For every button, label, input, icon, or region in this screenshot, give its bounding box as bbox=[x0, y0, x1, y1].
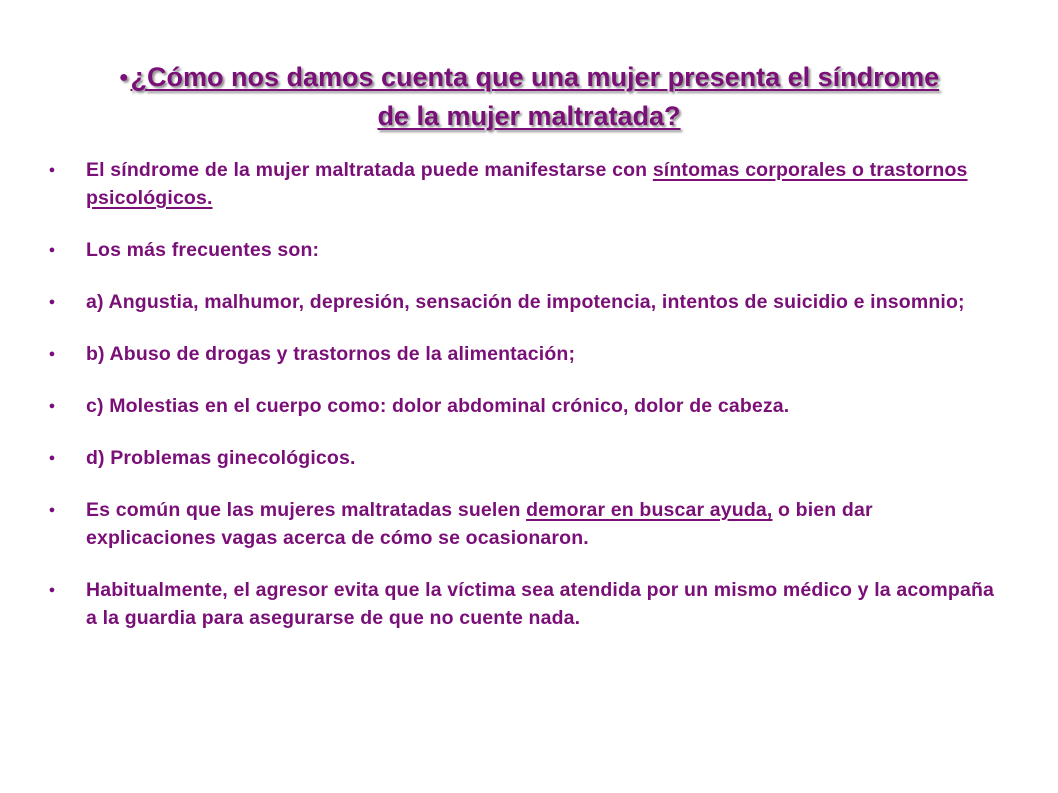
bullet-icon: ● bbox=[48, 164, 56, 176]
list-item bbox=[46, 576, 1006, 632]
item-text: b) Abuso de drogas y trastornos de la alimentación; bbox=[86, 343, 576, 365]
item-text: El síndrome de la mujer maltratada puede manifestarse con bbox=[86, 159, 653, 181]
slide-title bbox=[100, 58, 958, 135]
bullet-icon: ● bbox=[48, 244, 56, 256]
bullet-icon: ● bbox=[48, 296, 56, 308]
list-item bbox=[46, 288, 1006, 316]
bullet-icon: ● bbox=[48, 452, 56, 464]
list-item bbox=[46, 156, 1006, 212]
list-item bbox=[46, 444, 1006, 472]
item-underlined-text: demorar en buscar ayuda, bbox=[526, 499, 773, 521]
item-text: d) Problemas ginecológicos. bbox=[86, 447, 356, 469]
item-underlined-text: síntomas corporales o trastornos psicológicos. bbox=[86, 159, 968, 209]
list-item bbox=[46, 340, 1006, 368]
item-text-after: o bien dar explicaciones vagas acerca de cómo se ocasionaron. bbox=[86, 499, 873, 549]
item-text: Es común que las mujeres maltratadas suelen bbox=[86, 499, 527, 521]
list-item bbox=[46, 236, 1006, 264]
bullet-icon: ● bbox=[48, 348, 56, 360]
item-text: c) Molestias en el cuerpo como: dolor abdominal crónico, dolor de cabeza. bbox=[86, 395, 790, 417]
item-text: Habitualmente, el agresor evita que la víctima sea atendida por un mismo médico y la acompaña a la guardia para asegurarse de que no cuente nada. bbox=[86, 579, 994, 629]
bullet-icon: ● bbox=[48, 400, 56, 412]
list-item bbox=[46, 496, 1006, 552]
slide-title-text: ¿Cómo nos damos cuenta que una mujer presenta el síndrome de la mujer maltratada? bbox=[130, 62, 940, 131]
title-bullet-icon: ● bbox=[118, 69, 129, 86]
bullet-list bbox=[46, 156, 1006, 656]
bullet-icon: ● bbox=[48, 504, 56, 516]
item-text: Los más frecuentes son: bbox=[86, 239, 320, 261]
item-text: a) Angustia, malhumor, depresión, sensación de impotencia, intentos de suicidio e insomnio; bbox=[86, 291, 965, 313]
list-item bbox=[46, 392, 1006, 420]
bullet-icon: ● bbox=[48, 584, 56, 596]
